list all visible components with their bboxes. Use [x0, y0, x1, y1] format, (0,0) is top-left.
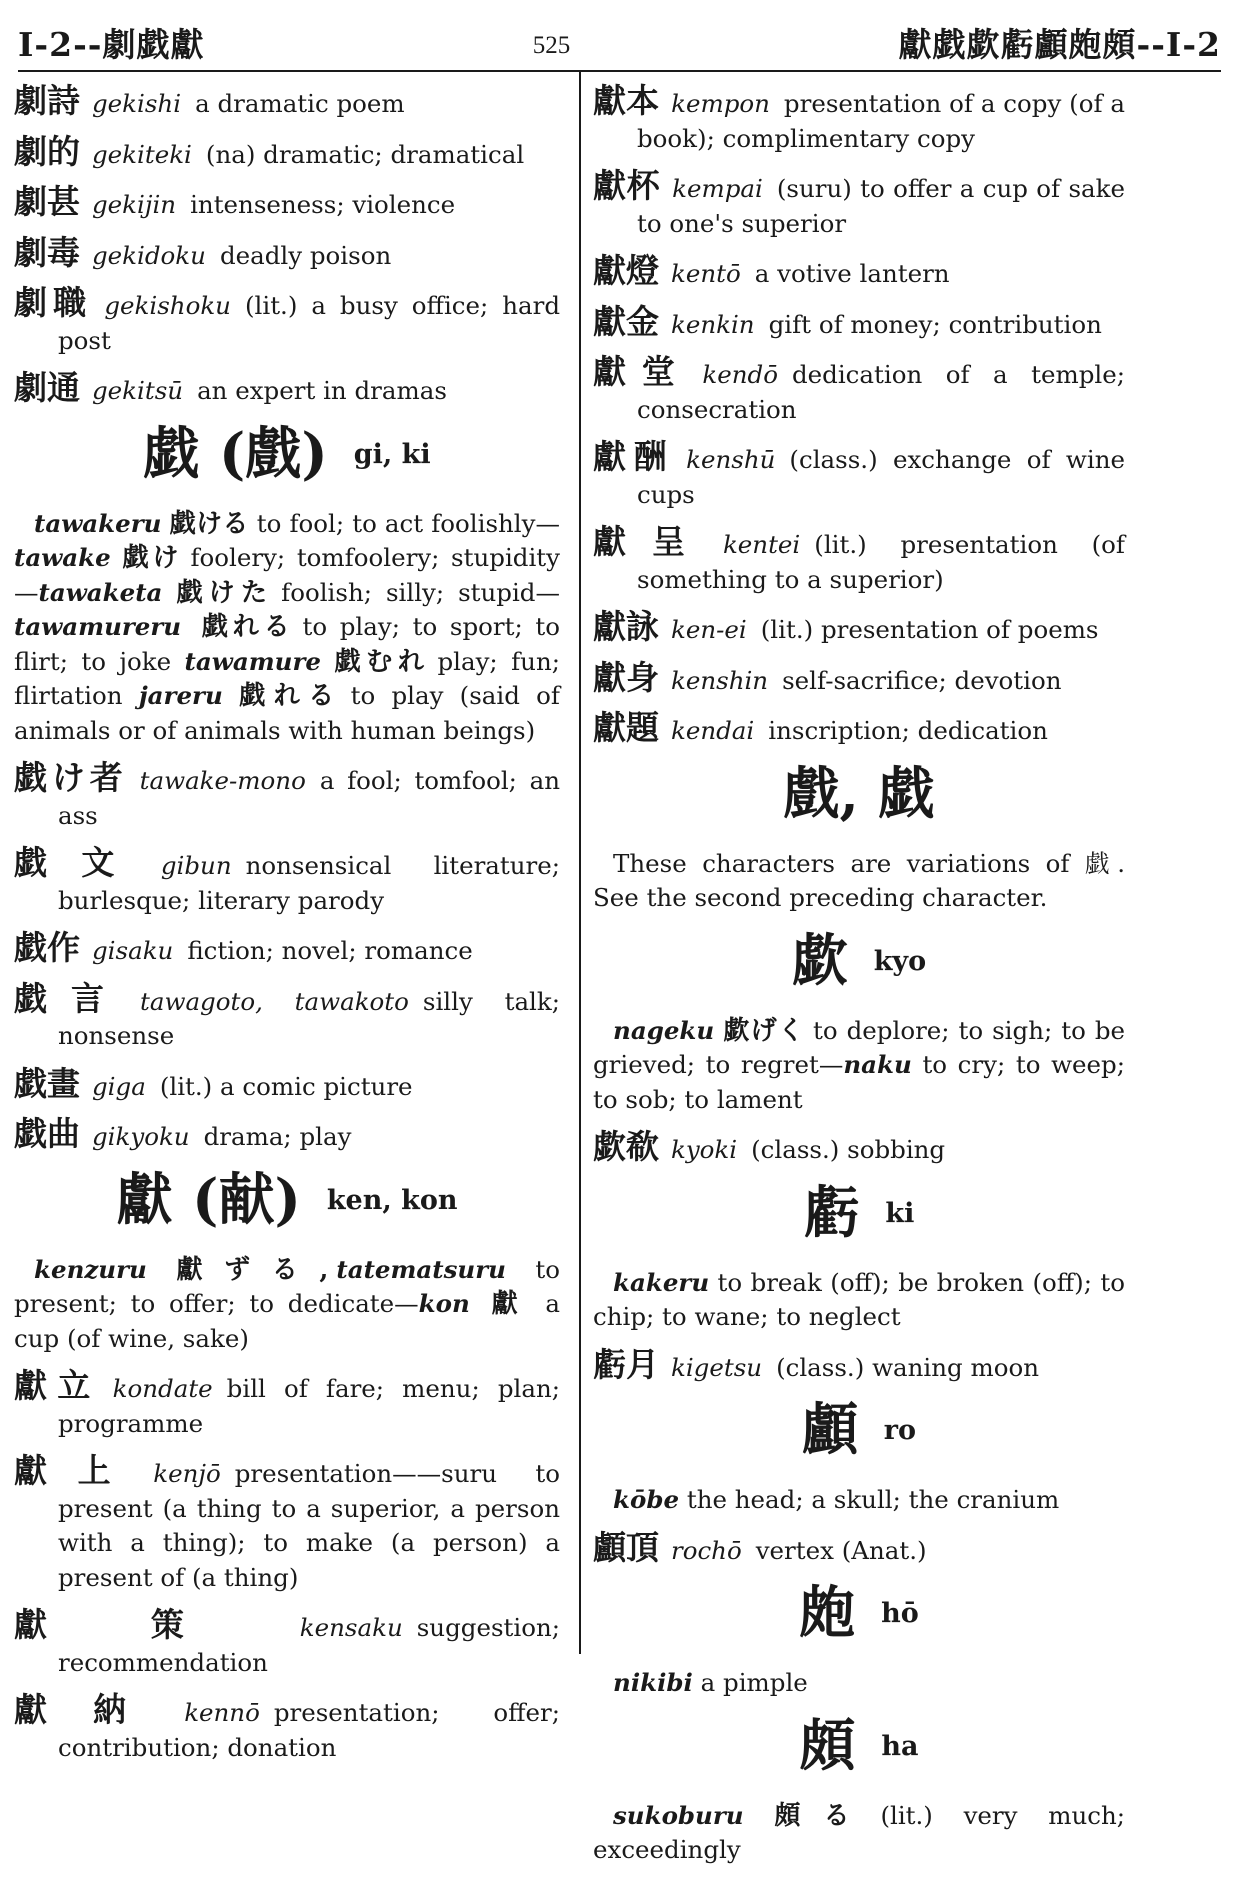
entry-kanji: 獻上: [14, 1451, 142, 1490]
word: tawake: [14, 543, 111, 572]
entry-definition: (class.) sobbing: [751, 1135, 946, 1164]
entry-kanji: 劇職: [14, 283, 93, 322]
headword-char: 歔: [791, 927, 848, 994]
entry-definition: silly talk; nonsense: [58, 986, 560, 1050]
headword-reading: ro: [883, 1415, 917, 1446]
paragraph-nageku: [593, 1014, 1125, 1118]
entry-romaji: tawake-mono: [139, 766, 306, 795]
kana: 歔げく: [722, 1015, 806, 1046]
entry-definition: (lit.) presentation of poems: [760, 615, 1099, 644]
entry-definition: suggestion; recommendation: [58, 1613, 560, 1677]
word: sukoburu: [613, 1800, 744, 1830]
kana: 戯れる: [201, 612, 295, 642]
entry-romaji: gekishoku: [104, 291, 231, 320]
entry-kigetsu: [593, 1344, 1125, 1386]
entry-definition: gift of money; contribution: [768, 309, 1102, 339]
text: a pimple: [700, 1668, 808, 1697]
entry-romaji: kendai: [671, 716, 755, 745]
entry-kanji: 獻燈: [593, 251, 659, 290]
kana: 獻ずる,: [154, 1254, 329, 1285]
entry-definition: presentation; offer; contribution; donation: [58, 1698, 561, 1762]
entry-definition: presentation of a copy (of a book); complimentary copy: [637, 89, 1125, 153]
entry-romaji: kyoki: [671, 1135, 738, 1164]
entry-kanji: 獻呈: [593, 522, 711, 561]
headword-ken: [14, 1168, 560, 1243]
headword-char: 戯 (戲): [143, 420, 328, 487]
entry-kanji: 獻立: [14, 1366, 101, 1405]
headword-reading: ki: [885, 1197, 915, 1229]
entry-definition: drama; play: [203, 1122, 352, 1151]
entry-romaji: kensaku: [299, 1613, 403, 1642]
dictionary-entry: [14, 232, 560, 274]
entry-definition: a fool; tomfool; an ass: [58, 766, 560, 830]
entry-kanji: 戯作: [14, 928, 80, 967]
text: foolery; tomfoolery; stupidity—: [14, 543, 560, 607]
entry-definition: (lit.) a busy office; hard post: [58, 291, 561, 355]
dictionary-entry: [593, 708, 1125, 749]
entry-romaji: rochō: [671, 1535, 742, 1565]
headword-char: 顱: [801, 1397, 858, 1463]
entry-definition: presentation——suru to present (a thing to a superior, a person with a thing); to make (a person) a present of (a thing): [58, 1459, 560, 1592]
dictionary-entry: [14, 1690, 561, 1765]
headword-ki: [593, 1181, 1125, 1256]
word: kon: [418, 1289, 470, 1318]
headword-ro: [593, 1398, 1125, 1473]
dictionary-entry: [14, 283, 561, 358]
headword-variants: [593, 762, 1125, 837]
entry-definition: (suru) to offer a cup of sake to one's superior: [637, 174, 1125, 238]
right-column: [585, 81, 1126, 1871]
entry-definition: nonsensical literature; burlesque; literary parody: [58, 851, 560, 915]
headword-gi: [14, 422, 560, 497]
entry-kanji: 劇毒: [14, 232, 80, 272]
entry-kanji: 獻堂: [593, 352, 691, 391]
word: tawamure: [184, 646, 321, 676]
entry-list-b: [14, 758, 560, 1155]
dictionary-entry: [14, 182, 560, 223]
paragraph-kakeru: [593, 1266, 1125, 1335]
word: nageku: [613, 1015, 715, 1045]
entry-kanji: 戯け者: [14, 758, 128, 797]
entry-romaji: tawagoto, tawakoto: [140, 986, 409, 1016]
entry-definition: (na) dramatic; dramatical: [205, 139, 525, 169]
paragraph-tawakeru: [14, 507, 560, 749]
entry-kanji: 獻詠: [593, 607, 659, 646]
kana: 頗る: [751, 1800, 873, 1831]
entry-kanji: 虧月: [593, 1344, 659, 1384]
entry-romaji: kempai: [672, 174, 763, 203]
entry-romaji: kendō: [702, 360, 778, 389]
column-divider: [579, 72, 581, 1654]
entry-definition: fiction; novel; romance: [187, 936, 473, 965]
dictionary-entry: [593, 301, 1125, 343]
word: tawaketa: [38, 577, 163, 607]
entry-kanji: 獻酬: [593, 437, 675, 476]
kana: 戯ける: [169, 508, 249, 539]
entry-romaji: kenshū: [686, 445, 776, 474]
left-column: [14, 81, 570, 1871]
word: kakeru: [613, 1267, 710, 1297]
entry-kanji: 獻納: [14, 1690, 173, 1729]
dictionary-entry: [593, 607, 1125, 648]
entry-kanji: 劇甚: [14, 182, 80, 221]
entry-romaji: giga: [92, 1071, 146, 1101]
entry-romaji: gekidoku: [92, 240, 206, 270]
entry-definition: a dramatic poem: [195, 89, 405, 118]
text: a cup (of wine, sake): [14, 1289, 560, 1353]
headword-char: 虧: [803, 1179, 860, 1246]
text: play; fun; flirtation: [14, 646, 560, 710]
entry-definition: intenseness; violence: [190, 190, 456, 219]
entry-romaji: gibun: [160, 851, 232, 880]
entry-romaji: gikyoku: [92, 1122, 190, 1151]
text: to cry; to weep; to sob; to lament: [593, 1050, 1125, 1114]
entry-kanji: 歔欷: [593, 1127, 659, 1166]
entry-definition: vertex (Anat.): [755, 1535, 927, 1565]
entry-rocho: [593, 1527, 1125, 1569]
dictionary-entry: [14, 928, 560, 969]
dictionary-entry: [593, 657, 1125, 699]
entry-romaji: gekitsū: [92, 376, 184, 405]
headword-reading: ken, kon: [326, 1184, 458, 1216]
entry-definition: a votive lantern: [754, 259, 950, 288]
headword-ho: [593, 1581, 1125, 1656]
dictionary-entry: [593, 81, 1125, 156]
dictionary-entry: [14, 758, 560, 833]
entry-romaji: kempon: [671, 89, 770, 118]
word: naku: [843, 1050, 912, 1079]
dictionary-entry: [14, 978, 560, 1054]
word: tawamureru: [14, 612, 182, 641]
entry-romaji: kondate: [112, 1374, 213, 1403]
dictionary-entry: [14, 1366, 560, 1441]
entry-romaji: kenkin: [671, 309, 755, 339]
entry-kanji: 獻杯: [593, 166, 661, 205]
entry-romaji: kigetsu: [671, 1352, 763, 1382]
entry-kanji: 戯曲: [14, 1114, 80, 1153]
text: to deplore; to sigh; to be grieved; to regret—: [593, 1015, 1125, 1079]
text: the head; a skull; the cranium: [686, 1485, 1060, 1514]
headword-reading: hō: [881, 1598, 919, 1629]
entry-romaji: gekishi: [92, 89, 182, 118]
entry-definition: (class.) exchange of wine cups: [637, 445, 1126, 509]
dictionary-entry: [14, 843, 560, 918]
headword-reading: kyo: [873, 945, 927, 977]
text: to play; to sport; to flirt; to joke: [14, 612, 560, 676]
entry-kanji: 劇的: [14, 131, 80, 171]
kana: 戯け: [118, 543, 183, 573]
entry-definition: (lit.) a comic picture: [159, 1071, 413, 1101]
page-number: 525: [532, 32, 571, 59]
entry-romaji: ken-ei: [671, 615, 747, 644]
headword-ha: [593, 1714, 1125, 1789]
dictionary-entry: [14, 368, 560, 409]
entry-romaji: kentei: [722, 530, 801, 559]
entry-kanji: 劇詩: [14, 81, 80, 120]
word: jareru: [138, 681, 223, 710]
dictionary-entry: [14, 81, 560, 122]
entry-definition: dedication of a temple; consecration: [637, 360, 1125, 424]
text: to break (off); be broken (off); to chip; to wane; to neglect: [593, 1267, 1125, 1331]
entry-definition: (class.) waning moon: [776, 1352, 1040, 1382]
text: (lit.) very much; exceedingly: [593, 1800, 1125, 1864]
entry-romaji: gekiteki: [92, 139, 192, 169]
text: to play (said of animals or of animals with human beings): [14, 681, 560, 745]
headword-reading: gi, ki: [353, 438, 431, 470]
entry-kanji: 獻金: [593, 301, 659, 341]
kana: 戯けた: [170, 577, 274, 608]
entry-romaji: kenjō: [153, 1459, 221, 1488]
paragraph-kobe: [593, 1483, 1125, 1518]
paragraph-nikibi: [593, 1666, 1125, 1701]
entry-kanji: 劇通: [14, 368, 80, 407]
entry-definition: bill of fare; menu; plan; programme: [58, 1374, 560, 1438]
headword-char: 皰: [799, 1580, 856, 1646]
page-header: [18, 10, 1221, 72]
entry-kanji: 戯文: [14, 843, 149, 882]
paragraph-kenzuru: [14, 1253, 560, 1357]
entry-list-a: [14, 81, 561, 409]
dictionary-entry: [593, 437, 1126, 512]
entry-list-ken: [593, 81, 1126, 749]
entry-definition: deadly poison: [219, 240, 392, 270]
dictionary-entry: [14, 131, 560, 173]
dictionary-entry: [14, 1451, 560, 1595]
entry-kanji: 獻題: [593, 708, 659, 747]
entry-kanji: 獻本: [593, 81, 660, 120]
dictionary-entry: [593, 166, 1125, 241]
entry-definition: an expert in dramas: [197, 376, 447, 405]
entry-romaji: gekijin: [92, 190, 177, 219]
kana: 戯むれ: [328, 646, 430, 677]
headword-char: 頗: [799, 1712, 856, 1779]
word: nikibi: [613, 1668, 693, 1697]
headword-char: 獻 (献): [116, 1166, 302, 1233]
paragraph-sukoburu: [593, 1799, 1125, 1868]
headword-char: 戲, 戯: [783, 760, 935, 827]
dictionary-entry: [14, 1063, 560, 1105]
entry-kyoki: [593, 1127, 1125, 1168]
entry-romaji: kentō: [671, 259, 741, 288]
dictionary-entry: [593, 522, 1125, 597]
dictionary-entry: [593, 251, 1125, 292]
entry-romaji: kennō: [184, 1698, 260, 1727]
text: to fool; to act foolishly—: [256, 508, 560, 538]
headword-reading: ha: [881, 1730, 919, 1762]
kana: 獻: [491, 1289, 524, 1319]
text: foolish; silly; stupid—: [281, 577, 560, 607]
word: kōbe: [613, 1485, 680, 1514]
dictionary-entry: [14, 1605, 560, 1680]
entry-kanji: 獻策: [14, 1605, 288, 1644]
entry-romaji: gisaku: [92, 936, 174, 965]
entry-kanji: 獻身: [593, 657, 659, 697]
entry-definition: inscription; dedication: [768, 716, 1048, 745]
word: tatematsuru: [336, 1254, 506, 1284]
kana: 戯れる: [230, 681, 343, 711]
headword-kyo: [593, 929, 1125, 1004]
dictionary-entry: [14, 1114, 560, 1155]
entry-kanji: 戯畫: [14, 1063, 80, 1103]
header-left: I-2--劇戯獻: [18, 25, 205, 64]
entry-kanji: 戯言: [14, 978, 129, 1018]
entry-definition: self-sacrifice; devotion: [782, 665, 1062, 695]
word: kenzuru: [34, 1254, 147, 1284]
entry-kanji: 顱頂: [593, 1527, 659, 1567]
entry-list-c: [14, 1366, 561, 1765]
text: to present; to offer; to dedicate—: [14, 1254, 560, 1318]
word: tawakeru: [34, 508, 162, 538]
header-right: 獻戯歔虧顱皰頗--I-2: [898, 25, 1221, 64]
dictionary-entry: [593, 352, 1125, 427]
entry-romaji: kenshin: [671, 665, 769, 695]
entry-definition: (lit.) presentation (of something to a superior): [637, 530, 1125, 594]
paragraph-variants: These characters are variations of 戯. See the second preceding character.: [593, 848, 1125, 912]
